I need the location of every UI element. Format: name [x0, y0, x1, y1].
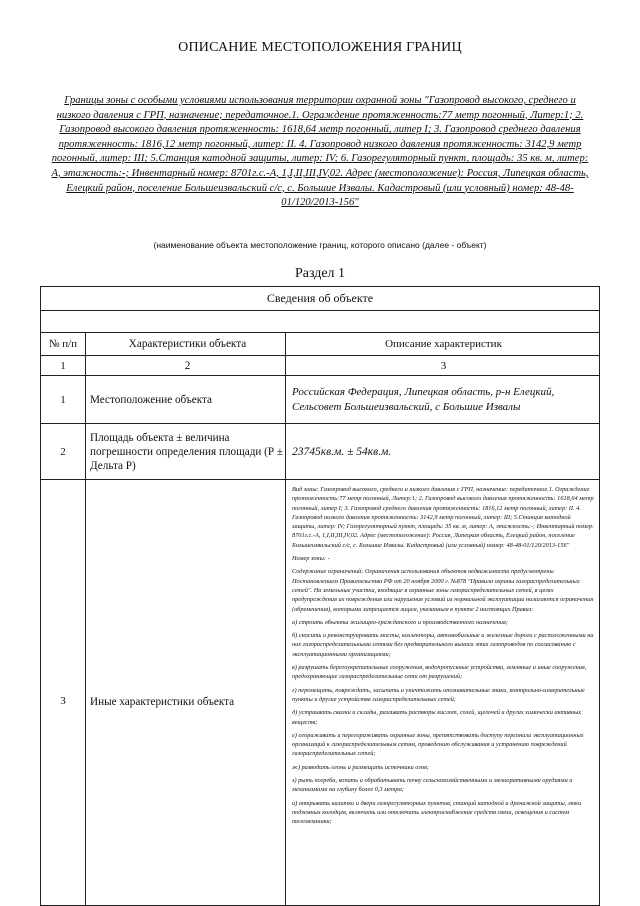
row-characteristic: Местоположение объекта: [86, 376, 286, 423]
row-description: Российская Федерация, Липецкая область, р-н Елецкий, Сельсовет Большеизвальский, с Большие Извалы: [292, 385, 555, 413]
row-description: [286, 480, 599, 905]
row-description: 23745кв.м. ± 54кв.м.: [292, 445, 392, 458]
row-characteristic: Площадь объекта ± величина погрешности определения площади (Р ± Дельта Р): [86, 424, 286, 479]
restrictions-paragraph: Содержание ограничений: Ограничения использования объектов недвижимости предусмотрены Постановлением Правительства РФ от 20 ноября 2000 г. №878 "Правила охраны газораспределительных сетей". На земельные участки, входящие в охранные зоны газораспределительных сетей, в целях предупреждения их повреждения или нарушения условий их нормальной эксплуатации налагаются ограничения (обременения), которыми запрещается лицам, указанным в пункте 2 настоящих Правил:: [292, 568, 594, 613]
document-title: ОПИСАНИЕ МЕСТОПОЛОЖЕНИЯ ГРАНИЦ: [178, 40, 462, 55]
restriction-item: а) строить объекты жилищно-гражданского и производственного назначения;: [292, 618, 509, 626]
row-number: 3: [41, 480, 86, 905]
table-header-row: [41, 287, 599, 311]
restriction-item: ж) разводить огонь и размещать источники огня;: [292, 763, 429, 771]
column-number-2: 2: [86, 356, 286, 375]
column-header-number: № п/п: [41, 333, 86, 355]
section-title: Раздел 1: [294, 266, 346, 281]
restriction-item: в) разрушать берегоукрепительные сооружения, водопропускные устройства, земляные и иные сооружения, предохраняющие газораспределительные сети от разрушений;: [292, 664, 587, 681]
column-number-3: 3: [440, 359, 447, 372]
table-row: [41, 424, 599, 480]
row-number: 1: [41, 376, 86, 423]
row-number: 2: [41, 424, 86, 479]
table-header: Сведения об объекте: [266, 291, 374, 305]
table-empty-row: [41, 311, 599, 333]
restriction-item: и) открывать калитки и двери газорегуляторных пунктов, станций катодной и дренажной защиты, люки подземных колодцев, включать или отключать электроснабжение средств связи, освещения и систем телемеханики;: [292, 799, 582, 826]
table-row: [41, 376, 599, 424]
table-row: [41, 480, 599, 905]
column-number-1: 1: [41, 356, 86, 375]
table-empty-cell: [41, 311, 599, 332]
column-header-characteristic: Характеристики объекта: [86, 333, 286, 355]
restriction-item: з) рыть погреба, копать и обрабатывать почву сельскохозяйственными и мелиоративными орудиями и механизмами на глубину более 0,3 метра;: [292, 777, 573, 794]
zone-number-paragraph: Номер зоны: -: [292, 555, 330, 563]
restriction-item: б) сносить и реконструировать мосты, коллекторы, автомобильные и железные дороги с расположенными на них газораспределительными сетями без предварительного выноса этих газопроводов по согласованию с эксплуатационными организациями;: [292, 632, 594, 658]
restriction-item: г) перемещать, повреждать, засыпать и уничтожать опознавательные знаки, контрольно-измерительные пункты и другие устройства газораспределительных сетей;: [292, 686, 585, 703]
row-characteristic: Иные характеристики объекта: [86, 480, 286, 905]
column-header-description: Описание характеристик: [385, 338, 502, 350]
table-column-headers: [41, 333, 599, 356]
boundary-caption: (наименование объекта местоположение границ, которого описано (далее - объект): [153, 240, 487, 250]
restriction-item: д) устраивать свалки и склады, разливать растворы кислот, солей, щелочей и других химически активных веществ;: [292, 709, 582, 726]
zone-type-paragraph: Вид зоны: Газопровод высокого, среднего и низкого давления с ГРП, назначение: передаточное.1. Ограждение протяженность:77 метр погонный, Литер:1; 2. Газопровод высокого давления протяженность: 1618,64 метр погонный, литер I; 3. Газопровод среднего давления протяженность: 1816,12 метр погонный, литер: II. 4. Газопровод низкого давления протяженность: 3142,9 метр погонный, литер: III; 5.Станция катодной защиты, литер: IV; Газорегуляторный пункт, площадь: 35 кв. м, литер: А, этажность:-; Инвентарный номер: 8701г.с.-А, 1,I,II,III,IV,02. Адрес (местоположение): Россия, Липецкая область, Елецкий район, поселение Большеизвальский с/с, с. Большие Извалы. Кадастровый (или условный) номер: 48-48-01/120/2013-156": [292, 486, 595, 549]
boundary-description: Границы зоны с особыми условиями использования территории охранной зоны "Газопровод высокого, среднего и низкого давления с ГРП, назначение; передаточное.1. Ограждение протяженность:77 метр погонный, Литер:1; 2. Газопровод высокого давления протяженность: 1618,64 метр погонный, литер I; 3. Газопровод среднего давления протяженность: 1816,12 метр погонный, литер: II. 4. Газопровод низкого давления протяженность: 3142,9 метр погонный, литер: III; 5.Станция катодной защиты, литер: IV; 6. Газорегуляторный пункт, площадь: 35 кв. м, литер: А, этажность:-; Инвентарный номер: 8701г.с.-А, 1,I,II,III,IV,02. Адрес (местоположение): Россия, Липецкая область, Елецкий район, поселение Большеизвальский с/с, с. Большие Извалы. Кадастровый (или условный) номер: 48-48-01/120/2013-156": [51, 95, 589, 209]
restriction-item: е) огораживать и перегораживать охранные зоны, препятствовать доступу персонала эксплуатационных организаций к газораспределительным сетям, проведению обслуживания и устранению повреждений газораспределительных сетей;: [292, 731, 584, 758]
object-info-table: [40, 286, 600, 906]
table-column-numbers: [41, 356, 599, 376]
